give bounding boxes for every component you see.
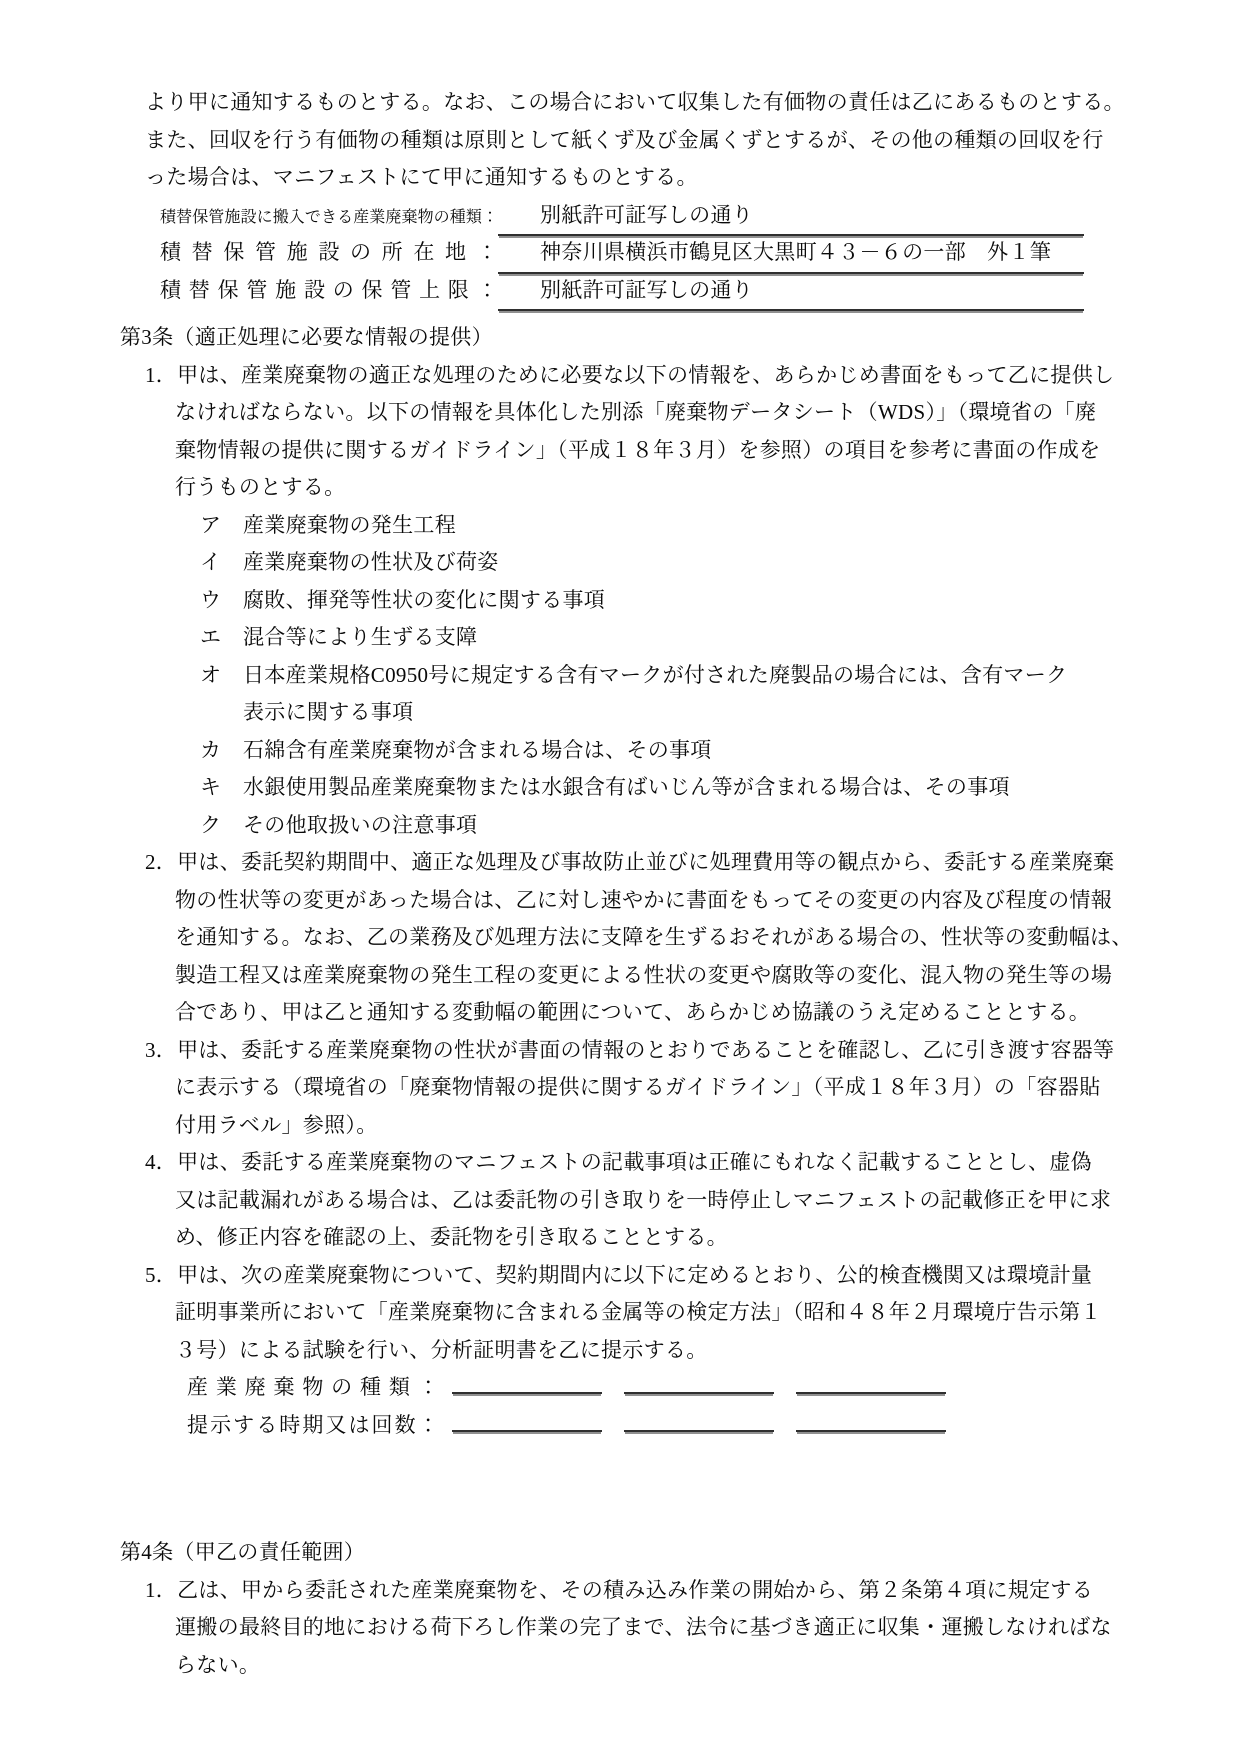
article3-item-5 bbox=[145, 1257, 1131, 1370]
list-item-text: その他取扱いの注意事項 bbox=[243, 812, 478, 837]
storage-location-row bbox=[160, 234, 1084, 272]
intro-paragraph bbox=[145, 84, 1131, 197]
text-line: 証明事業所において「産業廃棄物に含まれる金属等の検定方法」（昭和４８年２月環境庁告示第１ bbox=[175, 1300, 1102, 1324]
storage-facility-fields bbox=[160, 197, 1084, 310]
text-line: 合であり、甲は乙と通知する変動幅の範囲について、あらかじめ協議のうえ定めることとする。 bbox=[175, 1000, 1091, 1024]
text-line: 3．甲は、委託する産業廃棄物の性状が書面の情報のとおりであることを確認し、乙に引き渡す容器等 bbox=[145, 1037, 1115, 1062]
blank-field bbox=[452, 1370, 602, 1394]
storage-waste-type-label: 積替保管施設に搬入できる産業廃棄物の種類： bbox=[160, 208, 498, 226]
storage-limit-underline bbox=[498, 272, 1084, 312]
text-line: め、修正内容を確認の上、委託物を引き取ることとする。 bbox=[175, 1225, 728, 1249]
storage-location-label: 積替保管施設の所在地： bbox=[160, 240, 498, 264]
storage-location-underline bbox=[498, 234, 1084, 274]
text-line: 運搬の最終目的地における荷下ろし作業の完了まで、法令に基づき適正に収集・運搬しなければな bbox=[175, 1615, 1112, 1639]
text-line: ３号）による試験を行い、分析証明書を乙に提示する。 bbox=[175, 1337, 708, 1362]
list-marker: イ bbox=[200, 550, 222, 574]
article3-item-3 bbox=[145, 1032, 1131, 1145]
list-marker: ア bbox=[200, 512, 222, 537]
list-item-text: 混合等により生ずる支障 bbox=[243, 625, 478, 649]
text-line: 又は記載漏れがある場合は、乙は委託物の引き取りを一時停止しマニフェストの記載修正を甲に求 bbox=[175, 1187, 1112, 1212]
analysis-waste-type-row bbox=[187, 1369, 1131, 1407]
text-line: 物の性状等の変更があった場合は、乙に対し速やかに書面をもってその変更の内容及び程度の情報 bbox=[175, 887, 1112, 912]
list-marker: ウ bbox=[200, 587, 222, 612]
article4-heading: 第4条（甲乙の責任範囲） bbox=[120, 1540, 366, 1564]
list-marker: キ bbox=[200, 775, 222, 799]
article3-heading: 第3条（適正処理に必要な情報の提供） bbox=[120, 325, 493, 349]
list-item bbox=[200, 769, 1131, 807]
text-line: より甲に通知するものとする。なお、この場合において収集した有価物の責任は乙にあるものとする。 bbox=[145, 90, 1125, 114]
list-item bbox=[200, 507, 1131, 545]
list-item-text: 水銀使用製品産業廃棄物または水銀含有ばいじん等が含まれる場合は、その事項 bbox=[243, 775, 1010, 799]
storage-waste-type-underline bbox=[498, 197, 1084, 237]
list-item-text: 腐敗、揮発等性状の変化に関する事項 bbox=[243, 587, 606, 612]
list-item bbox=[200, 582, 1131, 620]
text-line: 製造工程又は産業廃棄物の発生工程の変更による性状の変更や腐敗等の変化、混入物の発生等の場 bbox=[175, 962, 1113, 987]
text-line: 1．乙は、甲から委託された産業廃棄物を、その積み込み作業の開始から、第２条第４項に規定する bbox=[145, 1577, 1093, 1602]
storage-waste-type-value: 別紙許可証写しの通り bbox=[540, 202, 753, 227]
list-item-text: 日本産業規格C0950号に規定する含有マークが付された廃製品の場合には、含有マーク bbox=[243, 662, 1068, 687]
list-item bbox=[200, 807, 1131, 845]
blank-field bbox=[624, 1408, 774, 1432]
list-marker: エ bbox=[200, 625, 222, 649]
storage-waste-type-row bbox=[160, 197, 1084, 235]
storage-limit-row bbox=[160, 272, 1084, 310]
text-line: 5．甲は、次の産業廃棄物について、契約期間内に以下に定めるとおり、公的検査機関又は環境計量 bbox=[145, 1262, 1093, 1287]
blank-field bbox=[796, 1408, 946, 1432]
article3-item1-subitems bbox=[145, 507, 1131, 845]
text-line: 付用ラベル」参照）。 bbox=[175, 1112, 378, 1137]
list-item bbox=[200, 657, 1131, 695]
text-line: った場合は、マニフェストにて甲に通知するものとする。 bbox=[145, 165, 698, 189]
text-line: 棄物情報の提供に関するガイドライン」（平成１８年３月）を参照）の項目を参考に書面の作成を bbox=[175, 437, 1101, 462]
storage-limit-label: 積替保管施設の保管上限： bbox=[160, 277, 498, 302]
text-line: を通知する。なお、乙の業務及び処理方法に支障を生ずるおそれがある場合の、性状等の変動幅は、 bbox=[175, 925, 1133, 949]
text-line: 1．甲は、産業廃棄物の適正な処理のために必要な以下の情報を、あらかじめ書面をもって乙に提供し bbox=[145, 362, 1115, 387]
article4-item-1 bbox=[145, 1572, 1131, 1685]
text-line: また、回収を行う有価物の種類は原則として紙くず及び金属くずとするが、その他の種類の回収を行 bbox=[145, 127, 1104, 152]
list-marker: カ bbox=[200, 737, 222, 762]
list-item-text: 産業廃棄物の発生工程 bbox=[243, 512, 456, 537]
list-item bbox=[200, 544, 1131, 582]
text-line: 2．甲は、委託契約期間中、適正な処理及び事故防止並びに処理費用等の観点から、委託する産業廃棄 bbox=[145, 850, 1115, 874]
list-item bbox=[200, 732, 1131, 770]
list-item-text: 産業廃棄物の性状及び荷姿 bbox=[243, 550, 499, 574]
list-item bbox=[200, 619, 1131, 657]
article3-item-2 bbox=[145, 844, 1131, 1032]
article3-item-4 bbox=[145, 1144, 1131, 1257]
text-line: に表示する（環境省の「廃棄物情報の提供に関するガイドライン」（平成１８年３月）の「容器貼 bbox=[175, 1075, 1101, 1099]
blank-field bbox=[452, 1408, 602, 1432]
text-line: なければならない。以下の情報を具体化した別添「廃棄物データシート（WDS）」（環境省の「廃 bbox=[175, 400, 1097, 424]
blank-field bbox=[624, 1370, 774, 1394]
analysis-waste-type-label: 産業廃棄物の種類： bbox=[187, 1375, 439, 1399]
list-marker: オ bbox=[200, 662, 222, 687]
storage-location-value: 神奈川県横浜市鶴見区大黒町４３－６の一部 外１筆 bbox=[540, 240, 1052, 264]
list-item-text: 石綿含有産業廃棄物が含まれる場合は、その事項 bbox=[243, 737, 712, 762]
text-line: らない。 bbox=[175, 1652, 261, 1677]
analysis-timing-row bbox=[187, 1407, 1131, 1445]
storage-limit-value: 別紙許可証写しの通り bbox=[540, 277, 753, 302]
analysis-timing-label: 提示する時期又は回数： bbox=[187, 1412, 439, 1437]
list-item-continuation: 表示に関する事項 bbox=[243, 700, 414, 724]
blank-field bbox=[796, 1370, 946, 1394]
text-line: 4．甲は、委託する産業廃棄物のマニフェストの記載事項は正確にもれなく記載することとし、虚偽 bbox=[145, 1150, 1092, 1174]
article3-item-1 bbox=[145, 357, 1131, 507]
list-marker: ク bbox=[200, 812, 222, 837]
text-line: 行うものとする。 bbox=[175, 475, 346, 499]
